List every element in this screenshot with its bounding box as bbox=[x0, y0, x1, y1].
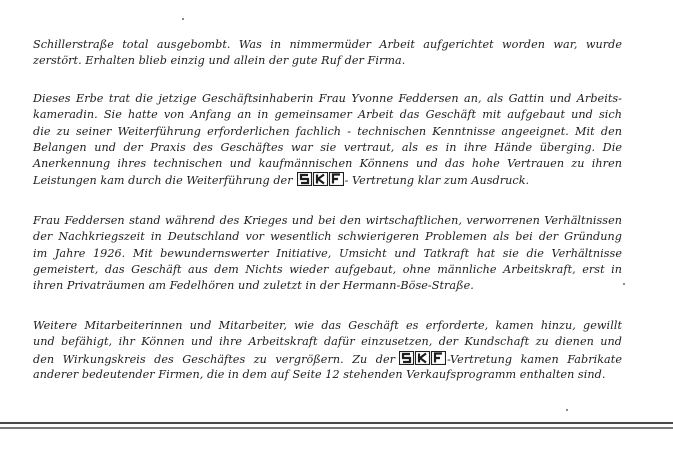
text-line: Schillerstraße total ausgebombt. Was in nimmermüder Arbeit aufgerichtet worden war, wurde bbox=[33, 38, 622, 51]
paragraph-2 bbox=[33, 91, 622, 189]
paragraph-3 bbox=[33, 213, 622, 294]
text-line: Frau Feddersen stand während des Krieges und bei den wirtschaftlichen, verworrenen Verhältnissen bbox=[33, 214, 622, 227]
text-line: Anerkennung ihres technischen und kaufmännischen Könnens und das hohe Vertrauen zu ihren bbox=[33, 157, 622, 171]
page-divider-rule bbox=[0, 427, 673, 429]
text-line: der Nachkriegszeit in Deutschland vor wesentlich schwierigeren Problemen als bei der Gründung bbox=[33, 230, 622, 244]
text-line: Belangen und der Praxis des Geschäftes war sie vertraut, als es in ihre Hände überging. Die bbox=[33, 140, 622, 154]
text-line: gemeistert, das Geschäft aus dem Nichts wieder aufgebaut, ohne männliche Arbeitskraft, erst in bbox=[33, 262, 622, 276]
scan-speck bbox=[623, 283, 625, 285]
text-segment: - Vertretung klar zum Ausdruck. bbox=[344, 174, 530, 188]
page-divider-rule bbox=[0, 422, 673, 424]
text-segment: den Wirkungskreis des Geschäftes zu vergrößern. Zu der bbox=[33, 352, 396, 366]
text-line: im Jahre 1926. Mit bewundernswerter Initiative, Umsicht und Tatkraft hat sie die Verhältnisse bbox=[33, 246, 622, 260]
skf-logo-icon bbox=[399, 351, 446, 365]
skf-logo-icon bbox=[297, 172, 344, 186]
text-line: ihren Privaträumen am Fedelhören und zuletzt in der Hermann-Böse-Straße. bbox=[33, 279, 474, 293]
text-line: kameradin. Sie hatte von Anfang an in gemeinsamer Arbeit das Geschäft mit aufgebaut und sich bbox=[33, 108, 622, 122]
paragraph-4 bbox=[33, 318, 622, 383]
text-line: anderer bedeutender Firmen, die in dem auf Seite 12 stehenden Verkaufsprogramm enthalten sind. bbox=[33, 367, 606, 381]
paragraph-1 bbox=[33, 37, 622, 70]
scan-speck bbox=[566, 409, 568, 411]
scan-speck bbox=[182, 18, 184, 20]
text-line-with-logo bbox=[33, 172, 622, 188]
text-line: zerstört. Erhalten blieb einzig und allein der gute Ruf der Firma. bbox=[33, 54, 406, 68]
text-line: und befähigt, ihr Können und ihre Arbeitskraft dafür einzusetzen, der Kundschaft zu dienen und bbox=[33, 335, 622, 349]
text-line: Weitere Mitarbeiterinnen und Mitarbeiter, wie das Geschäft es erforderte, kamen hinzu, gewillt bbox=[33, 319, 622, 332]
text-segment: Leistungen kam durch die Weiterführung der bbox=[33, 174, 293, 188]
text-line: die zu seiner Weiterführung erforderlichen fachlich - technischen Kenntnisse angeeignet. Mit den bbox=[33, 124, 622, 138]
text-line-with-logo bbox=[33, 351, 622, 367]
text-segment: -Vertretung kamen Fabrikate bbox=[447, 352, 622, 366]
text-line: Dieses Erbe trat die jetzige Geschäftsinhaberin Frau Yvonne Feddersen an, als Gattin und Arbeits- bbox=[33, 92, 622, 105]
